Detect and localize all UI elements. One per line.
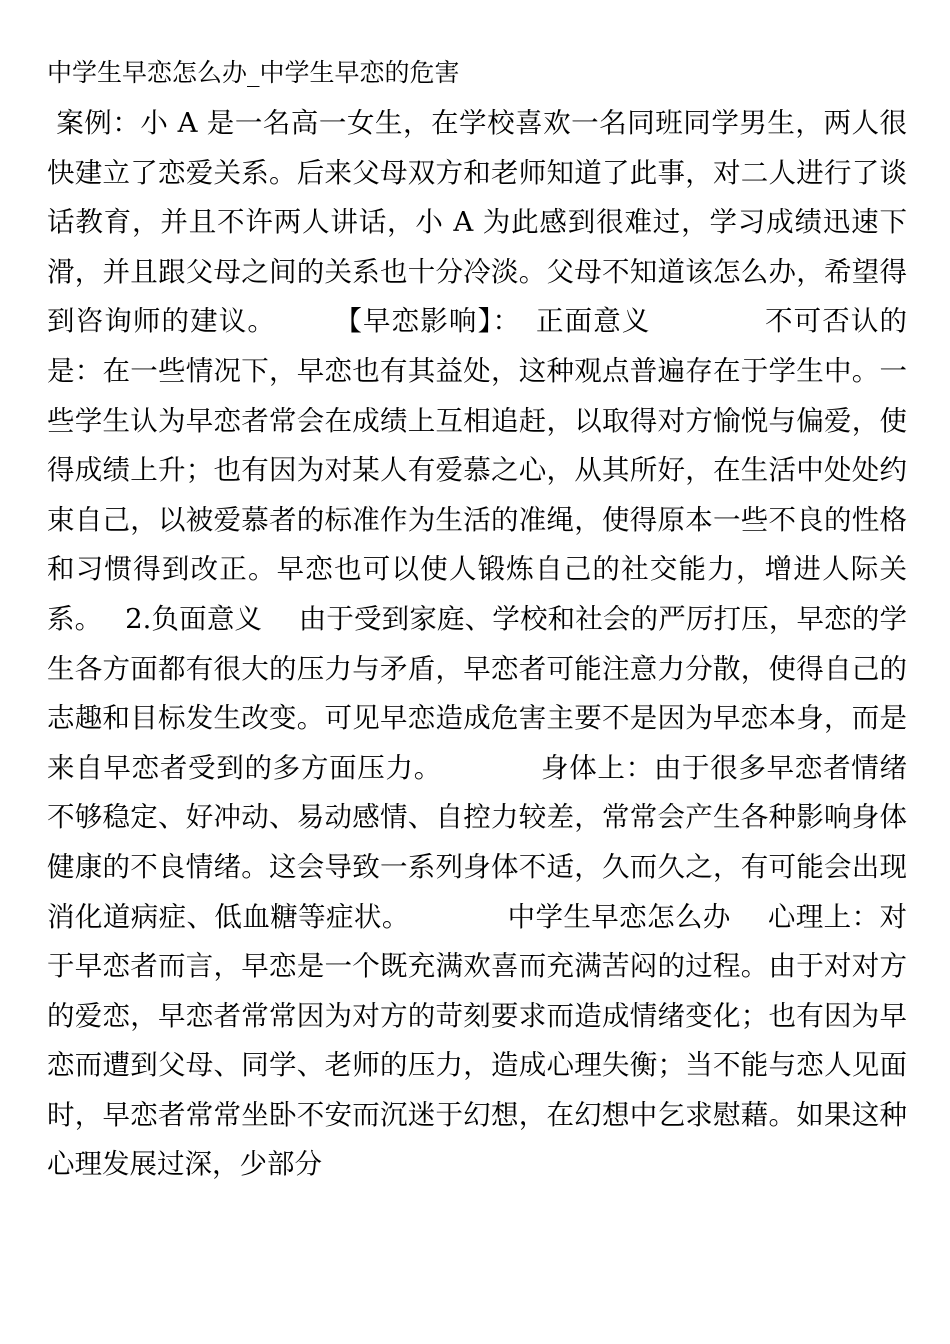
document-body: 案例：小 A 是一名高一女生，在学校喜欢一名同班同学男生，两人很快建立了恋爱关系。后来父母双方和老师知道了此事，对二人进行了谈话教育，并且不许两人讲话，小 A 为此感到很难过，学习成绩迅速下滑，并且跟父母之间的关系也十分冷淡。父母不知道该怎么办，希望得到咨询师的建议。 【早恋影响】： 正面意义 不可否认的是：在一些情况下，早恋也有其益处，这种观点普遍存在于学生中。一些学生认为早恋者常会在成绩上互相追赶，以取得对方愉悦与偏爱，使得成绩上升；也有因为对某人有爱慕之心，从其所好，在生活中处处约束自己，以被爱慕者的标准作为生活的准绳，使得原本一些不良的性格和习惯得到改正。早恋也可以使人锻炼自己的社交能力，增进人际关系。 2.负面意义 由于受到家庭、学校和社会的严厉打压，早恋的学生各方面都有很大的压力与矛盾，早恋者可能注意力分散，使得自己的志趣和目标发生改变。可见早恋造成危害主要不是因为早恋本身，而是来自早恋者受到的多方面压力。 身体上：由于很多早恋者情绪不够稳定、好冲动、易动感情、自控力较差，常常会产生各种影响身体健康的不良情绪。这会导致一系列身体不适，久而久之，有可能会出现消化道病症、低血糖等症状。 中学生早恋怎么办 心理上：对于早恋者而言，早恋是一个既充满欢喜而充满苦闷的过程。由于对对方的爱恋，早恋者常常因为对方的苛刻要求而造成情绪变化；也有因为早恋而遭到父母、同学、老师的压力，造成心理失衡；当不能与恋人见面时，早恋者常常坐卧不安而沉迷于幻想，在幻想中乞求慰藉。如果这种心理发展过深，少部分 xyxy=(47,107,907,1181)
document-title: 中学生早恋怎么办_中学生早恋的危害 xyxy=(47,58,460,87)
